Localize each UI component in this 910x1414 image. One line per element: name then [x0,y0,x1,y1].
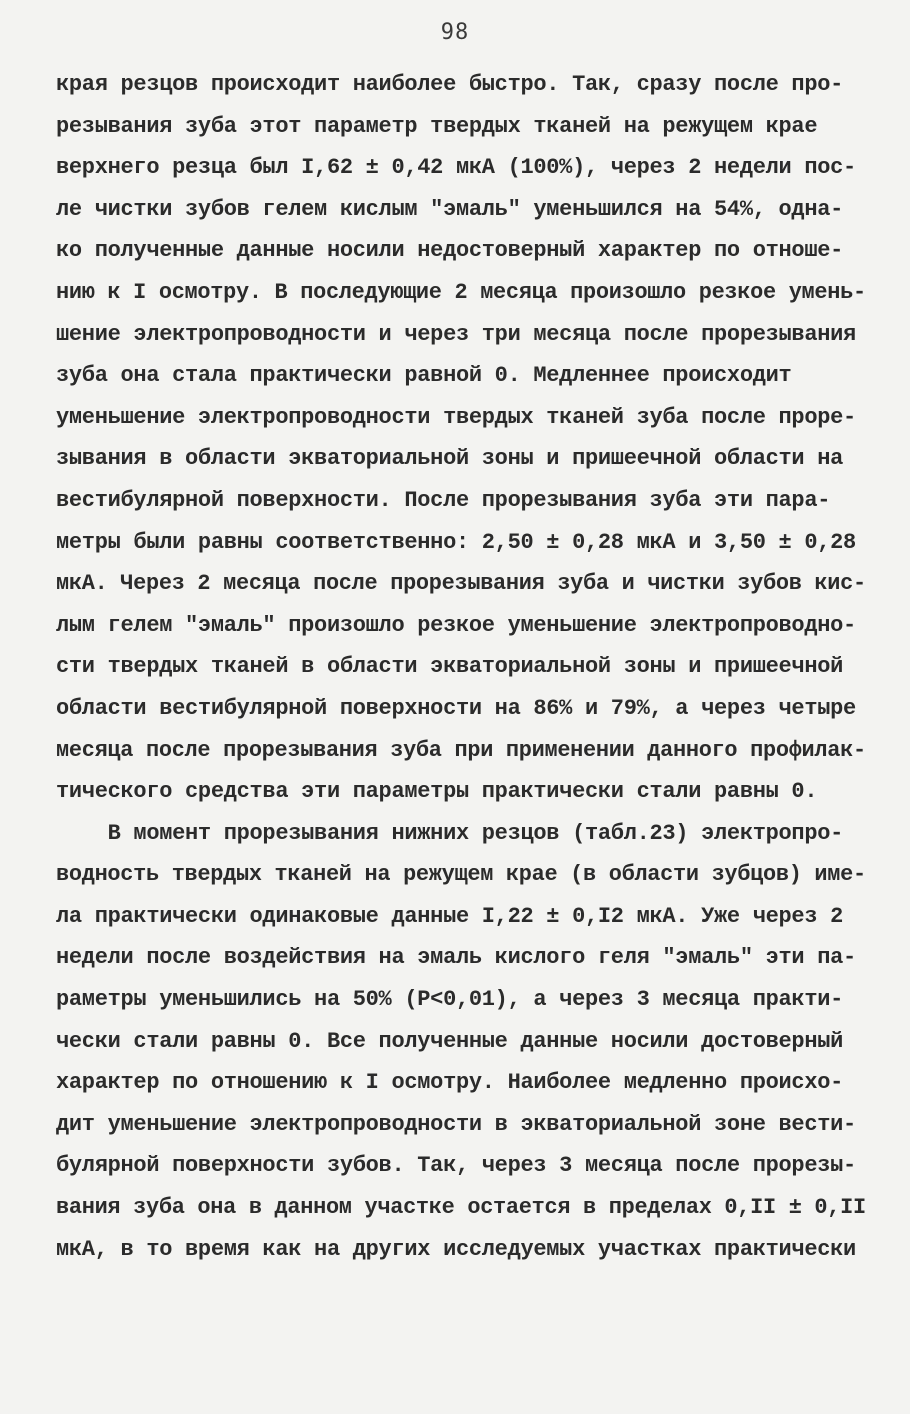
text-line: резывания зуба этот параметр твердых тканей на режущем крае [56,113,818,139]
text-line: уменьшение электропроводности твердых тканей зуба после проре- [56,404,856,430]
text-line: мкА. Через 2 месяца после прорезывания зуба и чистки зубов кис- [56,571,866,597]
paragraph-2 [56,813,866,1271]
paragraph-1 [56,64,866,813]
text-line: нию к I осмотру. В последующие 2 месяца произошло резкое умень- [56,279,866,305]
text-line: зывания в области экваториальной зоны и пришеечной области на [56,446,844,472]
page-number: 98 [440,20,470,45]
text-line: недели после воздействия на эмаль кислого геля "эмаль" эти па- [56,945,856,971]
text-line: лым гелем "эмаль" произошло резкое уменьшение электропроводно- [56,612,856,638]
text-line: ле чистки зубов гелем кислым "эмаль" уменьшился на 54%, одна- [56,196,844,222]
text-line: характер по отношению к I осмотру. Наиболее медленно происхо- [56,1070,844,1096]
text-line: вания зуба она в данном участке остается в пределах 0,II ± 0,II [56,1195,866,1221]
text-line: булярной поверхности зубов. Так, через 3 месяца после прорезы- [56,1153,856,1179]
text-line: месяца после прорезывания зуба при применении данного профилак- [56,737,866,763]
text-line: водность твердых тканей на режущем крае (в области зубцов) име- [56,862,866,888]
text-line: метры были равны соответственно: 2,50 ± 0,28 мкА и 3,50 ± 0,28 [56,529,856,555]
text-line: раметры уменьшились на 50% (P<0,01), а через 3 месяца практи- [56,987,844,1013]
text-line: вестибулярной поверхности. После прорезывания зуба эти пара- [56,487,831,513]
text-line: верхнего резца был I,62 ± 0,42 мкА (100%), через 2 недели пос- [56,155,856,181]
text-line: сти твердых тканей в области экваториальной зоны и пришеечной [56,654,844,680]
text-line: тического средства эти параметры практически стали равны 0. [56,779,818,805]
text-line: шение электропроводности и через три месяца после прорезывания [56,321,856,347]
text-line: ко полученные данные носили недостоверный характер по отноше- [56,238,844,264]
text-line: В момент прорезывания нижних резцов (табл.23) электропро- [56,820,844,846]
text-line: края резцов происходит наиболее быстро. Так, сразу после про- [56,72,844,97]
text-line: ла практически одинаковые данные I,22 ± 0,I2 мкА. Уже через 2 [56,903,844,929]
text-line: дит уменьшение электропроводности в экваториальной зоне вести- [56,1111,856,1137]
text-line: мкА, в то время как на других исследуемых участках практически [56,1236,856,1262]
body-text [56,64,866,1270]
text-line: чески стали равны 0. Все полученные данные носили достоверный [56,1028,844,1054]
text-line: зуба она стала практически равной 0. Медленнее происходит [56,363,792,389]
text-line: области вестибулярной поверхности на 86% и 79%, а через четыре [56,695,856,721]
